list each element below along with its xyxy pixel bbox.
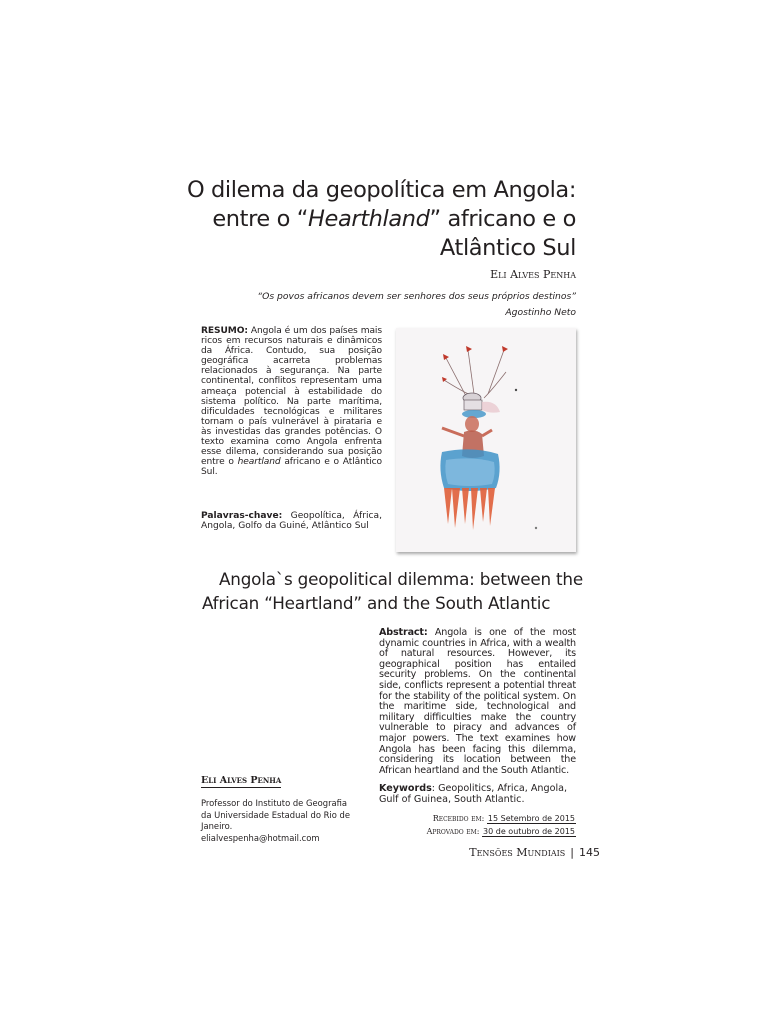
english-title-line-1: Angola`s geopolitical dilemma: between the [219,569,583,589]
keywords-label: Keywords [379,783,432,794]
author-name: Eli Alves Penha [490,268,576,281]
abstract-text: Angola is one of the most dynamic countries in Africa, with a wealth of natural resources. However, its geographical position has entailed security problems. On the continental side, conflicts represent a potential threat for the stability of the political system. On the maritime side, technological and military difficulties make the country vulnerable to piracy and advances of major powers. The text examines how Angola has been facing this dilemma, considering its location between the African heartland and the South Atlantic. [379,627,576,776]
resumo-text-em: heartland [237,457,281,468]
abstract-label: Abstract: [379,627,428,638]
abstract-paragraph [379,628,576,776]
title-line-3: Atlântico Sul [439,235,576,261]
article-title [180,176,576,263]
palavras-chave-text: Geopolítica, África, Angola, Golfo da Guiné, Atlântico Sul [201,511,382,532]
approved-value: 30 de outubro de 2015 [483,827,575,836]
title-line-2 [180,205,576,234]
palavras-chave [201,511,382,531]
title-line-2-pre: entre o “ [212,206,308,232]
palavras-chave-label: Palavras-chave: [201,511,283,521]
title-line-2-post: ” africano e o [429,206,576,232]
english-title-line-2: African “Heartland” and the South Atlantic [202,593,551,613]
approved-label: Aprovado em: [426,827,480,836]
page-footer [450,846,600,859]
footer-separator: | [570,846,574,859]
resumo-text-pre: Angola é um dos países mais ricos em recursos naturais e dinâmicos da África. Contudo, sua posição geográfica acarreta problemas relacionados à segurança. Na parte continental, conflitos representam uma ameaça potencial à estabilidade do sistema político. Na parte marítima, dificuldades tecnológicas e militares tornam o país vulnerável à pirataria e às investidas das grandes potências. O texto examina como Angola enfrenta esse dilema, considerando sua posição entre o [201,326,382,468]
title-line-2-em: Hearthland [308,206,430,232]
epigraph-source: Agostinho Neto [505,307,576,318]
resumo-paragraph [201,326,382,477]
page-number: 145 [579,846,600,859]
received-row [379,812,576,825]
approved-row [379,825,576,838]
received-label: Recebido em: [432,814,485,823]
watercolor-figure-illustration [396,328,576,552]
affiliation-line-2: da Universidade Estadual do Rio de [201,809,351,820]
english-title [202,567,582,615]
affiliation-line-1: Professor do Instituto de Geografia [201,798,348,808]
epigraph-quote: “Os povos africanos devem ser senhores dos seus próprios destinos” [257,291,576,302]
resumo-text-post: africano e o Atlântico Sul. [201,457,382,478]
title-line-1: O dilema da geopolítica em Angola: [186,177,576,203]
keywords-text: : Geopolitics, Africa, Angola, Gulf of Guinea, South Atlantic. [379,783,568,805]
submission-dates [379,812,576,838]
journal-name: Tensões Mundiais [469,846,566,859]
keywords [379,784,576,805]
epigraph [200,289,576,321]
author-note-name: Eli Alves Penha [201,775,282,786]
artwork-figure [396,328,576,552]
affiliation-line-3: Janeiro. [201,821,233,831]
author-affiliation [201,798,371,844]
author-email: elialvespenha@hotmail.com [201,832,320,843]
received-value: 15 Setembro de 2015 [487,814,575,823]
resumo-label: RESUMO: [201,326,248,336]
